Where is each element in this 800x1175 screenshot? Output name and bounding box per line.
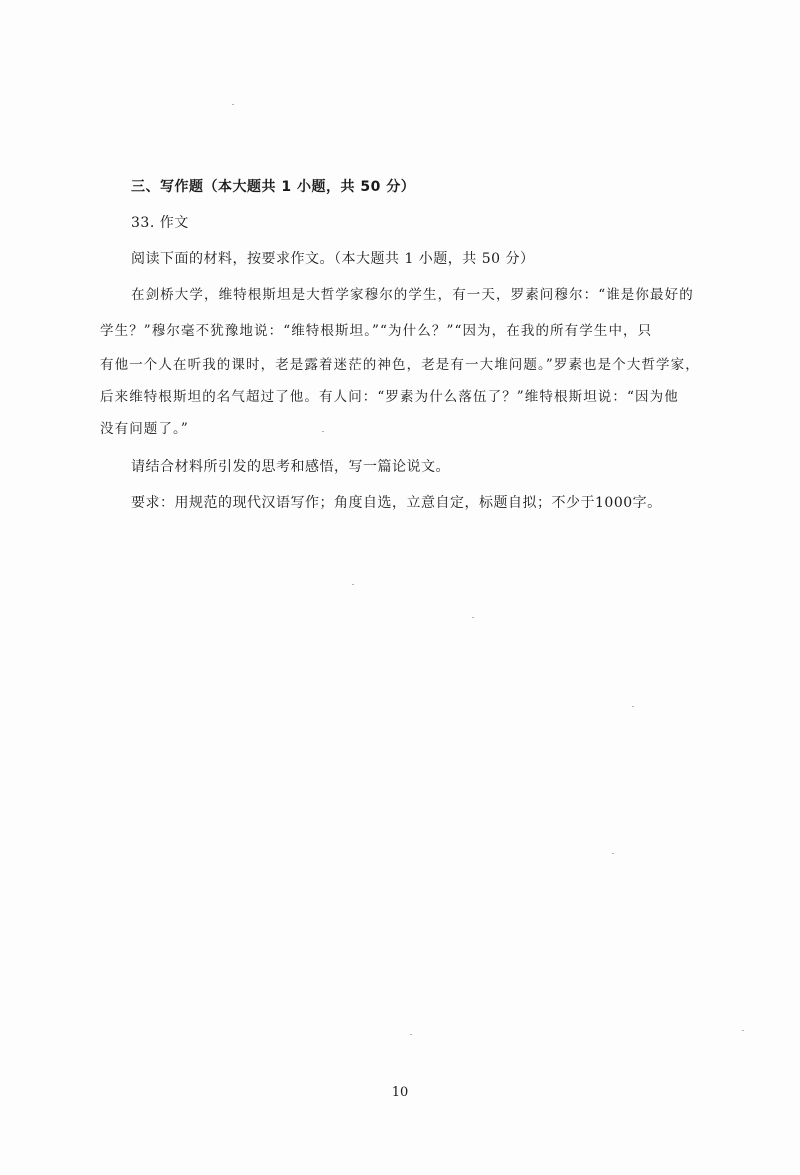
question-number-label: 33. 作文 (131, 215, 189, 231)
material-line-5: 没有问题了。” (100, 421, 189, 437)
material-line-4: 后来维特根斯坦的名气超过了他。有人问：“罗素为什么落伍了？”维特根斯坦说：“因为他 (100, 389, 679, 405)
scan-speck (232, 104, 234, 105)
section-title: 三、写作题（本大题共 1 小题，共 50 分） (131, 179, 416, 195)
question-instruction: 阅读下面的材料，按要求作文。（本大题共 1 小题，共 50 分） (131, 251, 535, 267)
writing-requirements: 要求：用规范的现代汉语写作；角度自选，立意自定，标题自拟；不少于1000字。 (131, 495, 662, 511)
scan-speck (322, 431, 324, 432)
material-line-1: 在剑桥大学，维特根斯坦是大哲学家穆尔的学生，有一天，罗素问穆尔：“谁是你最好的 (131, 287, 694, 303)
scan-speck (742, 1030, 744, 1031)
scan-speck (352, 584, 354, 585)
writing-prompt: 请结合材料所引发的思考和感悟，写一篇论说文。 (131, 459, 450, 475)
scan-speck (632, 706, 634, 707)
page-number: 10 (391, 1085, 409, 1100)
scan-speck (612, 853, 614, 854)
material-line-2: 学生？”穆尔毫不犹豫地说：“维特根斯坦。”“为什么？”“因为，在我的所有学生中，只 (100, 323, 653, 339)
scan-speck (472, 617, 474, 618)
scan-speck (410, 1034, 412, 1035)
material-line-3: 有他一个人在听我的课时，老是露着迷茫的神色，老是有一大堆问题。”罗素也是个大哲学家， (100, 357, 700, 373)
